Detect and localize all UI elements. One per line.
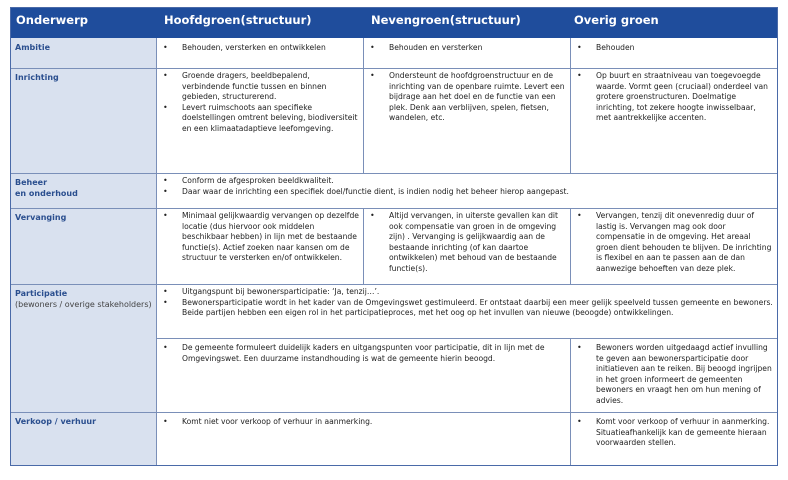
row-label-vervanging: Vervanging	[11, 208, 156, 284]
list-item: • Komt niet voor verkoop of verhuur in aanmerking.	[160, 417, 566, 428]
row-label-participatie	[11, 284, 156, 412]
vervanging-hoofd	[156, 208, 363, 284]
column-divider	[156, 38, 157, 465]
header-overig-groen: Overig groen	[570, 8, 777, 38]
list-item: • Op buurt en straatniveau van toegevoegde waarde. Vormt geen (cruciaal) onderdeel van grotere groenstructuren. Doelmatige inrichting, tot zekere hoogte inwisselbaar, met aantrekkelijke accenten.	[574, 71, 773, 124]
column-divider	[570, 208, 571, 284]
inrichting-neven	[363, 68, 570, 173]
list-item: • Groende dragers, beeldbepalend, verbindende functie tussen en binnen gebieden, structurerend.	[160, 71, 359, 103]
list-item: • Conform de afgesproken beeldkwaliteit.	[160, 176, 773, 187]
list-item: • Daar waar de inrichting een specifiek doel/functie dient, is indien nodig het beheer hierop aangepast.	[160, 187, 773, 198]
list-item: • Ondersteunt de hoofdgroenstructuur en de inrichting van de openbare ruimte. Levert een bijdrage aan het doel en de functie van een plek. Denk aan verblijven, spelen, fietsen, wandelen, etc.	[367, 71, 566, 124]
column-divider	[570, 38, 571, 173]
column-divider	[570, 338, 571, 465]
header-onderwerp: Onderwerp	[11, 8, 156, 38]
row-divider	[11, 284, 777, 285]
verkoop-overig	[570, 412, 777, 465]
vervanging-neven	[363, 208, 570, 284]
verkoop-hoofd-neven	[156, 412, 570, 465]
header-hoofdgroen: Hoofdgroen(structuur)	[156, 8, 363, 38]
row-label-beheer	[11, 173, 156, 208]
participatie-overig	[570, 338, 777, 412]
column-divider	[363, 208, 364, 284]
row-label-verkoop: Verkoop / verhuur	[11, 412, 156, 465]
row-label-inrichting: Inrichting	[11, 68, 156, 173]
list-item: • Uitgangspunt bij bewonersparticipatie: ‘Ja, tenzij…’.	[160, 287, 773, 298]
beheer-label-line1: Beheer	[15, 178, 48, 187]
list-item: • Minimaal gelijkwaardig vervangen op dezelfde locatie (dus hiervoor ook middelen beschikbaar hebben) in lijn met de bestaande functie(s). Actief zoeken naar kansen om de structuur te versterken en/of ontwikkelen.	[160, 211, 359, 264]
list-item: • Komt voor verkoop of verhuur in aanmerking. Situatieafhankelijk kan de gemeente hieraan voorwaarden stellen.	[574, 417, 773, 449]
list-item: • De gemeente formuleert duidelijk kaders en uitgangspunten voor participatie, dit in lijn met de Omgevingswet. Een duurzame instandhouding is wat de gemeente hierin beoogd.	[160, 343, 566, 364]
list-item: • Levert ruimschoots aan specifieke doelstellingen omtrent beleving, biodiversiteit en een klimaatadaptieve leefomgeving.	[160, 103, 359, 135]
beheer-all	[156, 173, 777, 208]
list-item: • Behouden en versterken	[367, 43, 566, 54]
header-nevengroen: Nevengroen(structuur)	[363, 8, 570, 38]
participatie-label-line2: (bewoners / overige stakeholders)	[15, 300, 152, 309]
row-divider	[11, 173, 777, 174]
list-item: • Bewoners worden uitgedaagd actief invulling te geven aan bewonersparticipatie door initiatieven aan te reiken. Bij beoogd ingrijpen in het groen informeert de gemeenten bewoners en vraagt hen om hun mening of advies.	[574, 343, 773, 407]
list-item: • Behouden	[574, 43, 773, 54]
list-item: • Vervangen, tenzij dit onevenredig duur of lastig is. Vervangen mag ook door compensatie in de omgeving. Het areaal groen dient behouden te blijven. De inrichting is flexibel en aan te passen aan de dan aanwezige behoeften van deze plek.	[574, 211, 773, 275]
row-label-ambitie: Ambitie	[11, 38, 156, 68]
comparison-table	[10, 7, 778, 466]
beheer-label-line2: en onderhoud	[15, 189, 78, 198]
inrichting-hoofd	[156, 68, 363, 173]
row-divider	[11, 208, 777, 209]
participatie-label-line1: Participatie	[15, 289, 68, 298]
participatie-top	[156, 284, 777, 338]
column-divider	[363, 38, 364, 173]
list-item: • Behouden, versterken en ontwikkelen	[160, 43, 359, 54]
ambitie-neven	[363, 38, 570, 68]
vervanging-overig	[570, 208, 777, 284]
ambitie-hoofd	[156, 38, 363, 68]
row-divider	[11, 68, 777, 69]
row-divider	[11, 412, 777, 413]
inrichting-overig	[570, 68, 777, 173]
list-item: • Bewonersparticipatie wordt in het kader van de Omgevingswet gestimuleerd. Er ontstaat daarbij een meer gelijk speelveld tussen gemeente en bewoners. Beide partijen hebben een eigen rol in het participatieproces, met het oog op het invullen van nieuwe (beoogde) ontwikkelingen.	[160, 298, 773, 319]
ambitie-overig	[570, 38, 777, 68]
row-divider	[156, 338, 777, 339]
list-item: • Altijd vervangen, in uiterste gevallen kan dit ook compensatie van groen in de omgeving zijn) . Vervanging is gelijkwaardig aan de bestaande inrichting (of kan daartoe ontwikkelen) met behoud van de bestaande functie(s).	[367, 211, 566, 275]
participatie-hoofd-neven	[156, 338, 570, 412]
